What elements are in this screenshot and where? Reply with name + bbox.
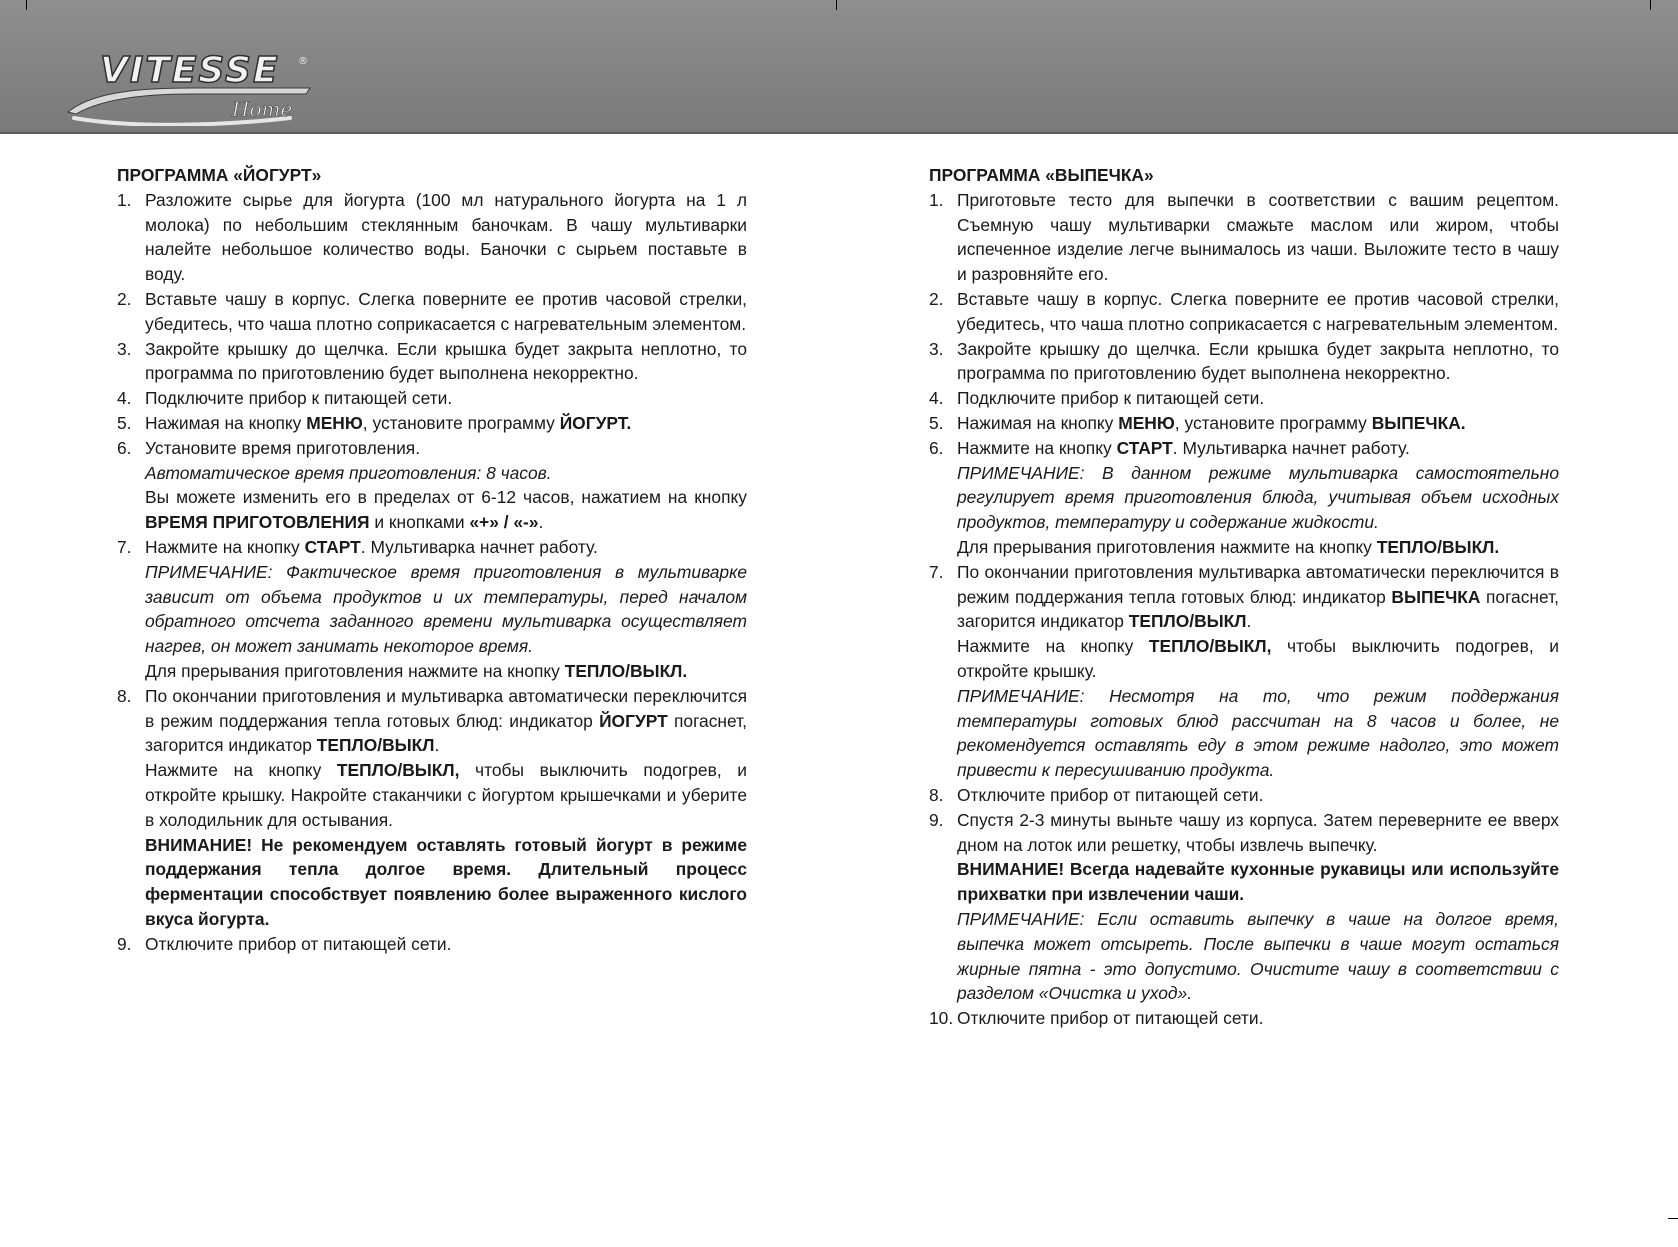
list-item (929, 436, 1559, 560)
button-name: ТЕПЛО/ВЫКЛ, (336, 760, 460, 781)
item-number: 9. (117, 933, 132, 954)
item-text: Вставьте чашу в корпус. Слегка поверните ее против часовой стрелки, убедитесь, что чаша плотно соприкасается с нагревательным элементом. (145, 288, 747, 334)
item-number: 4. (929, 388, 944, 409)
button-name: МЕНЮ (306, 412, 363, 433)
button-name: «+» / «-» (469, 512, 539, 533)
item-text: Отключите прибор от питающей сети. (957, 784, 1264, 805)
item-text: Закройте крышку до щелчка. Если крышка будет закрыта неплотно, то программа по приготовлению будет выполнена некорректно. (957, 338, 1559, 384)
item-text: Для прерывания приготовления нажмите на кнопку (957, 536, 1377, 557)
button-name: ВРЕМЯ ПРИГОТОВЛЕНИЯ (145, 512, 370, 533)
note-text: ПРИМЕЧАНИЕ: Фактическое время приготовления в мультиварке зависит от объема продуктов и их температуры, перед началом обратного отсчета заданного времени мультиварка осуществляет нагрев, он может занимать некоторое время. (145, 561, 747, 657)
list-item (117, 411, 747, 436)
item-text: Разложите сырье для йогурта (100 мл натурального йогурта на 1 л молока) по небольшим стеклянным баночкам. В чашу мультиварки налейте небольшое количество воды. Баночки с сырьем поставьте в воду. (145, 189, 747, 285)
crop-mark (26, 0, 27, 10)
indicator-name: ТЕПЛО/ВЫКЛ (1128, 611, 1247, 632)
item-number: 1. (117, 189, 132, 210)
item-text: Вы можете изменить его в пределах от 6-12 часов, нажатием на кнопку (145, 487, 747, 508)
item-number: 7. (929, 561, 944, 582)
item-text: Нажмите на кнопку (957, 437, 1117, 458)
crop-mark (1668, 1218, 1678, 1219)
note-text: ПРИМЕЧАНИЕ: В данном режиме мультиварка самостоятельно регулирует время приготовления блюда, учитывая объем исходных продуктов, температуру и содержание жидкости. (957, 462, 1559, 533)
item-text: Спустя 2-3 минуты выньте чашу из корпуса. Затем переверните ее вверх дном на лоток или решетку, чтобы извлечь выпечку. (957, 809, 1559, 855)
indicator-name: ЙОГУРТ (599, 710, 668, 731)
button-name: СТАРТ (1116, 437, 1173, 458)
indicator-name: ТЕПЛО/ВЫКЛ (316, 735, 435, 756)
item-text: . Мультиварка начнет работу. (1172, 437, 1410, 458)
item-number: 8. (929, 784, 944, 805)
logo-subtitle: Home (232, 97, 293, 121)
list-item (929, 337, 1559, 387)
item-text: погаснет, загорится индикатор (145, 710, 747, 756)
warning-text: ВНИМАНИЕ! Не рекомендуем оставлять готовый йогурт в режиме поддержания тепла долгое время. Длительный процесс ферментации способствует появлению более выраженного кислого вкуса йогурта. (145, 834, 747, 929)
crop-mark (836, 0, 837, 10)
yogurt-program-section (117, 163, 747, 957)
logo-registered-mark: ® (298, 56, 308, 67)
section-title: ПРОГРАММА «ВЫПЕЧКА» (929, 165, 1154, 185)
program-name: ВЫПЕЧКА. (1371, 412, 1466, 433)
item-text: По окончании приготовления и мультиварка автоматически переключится в режим поддержания тепла готовых блюд: индикатор (145, 685, 747, 731)
item-text: чтобы выключить подогрев, и откройте крышку. (957, 636, 1559, 681)
item-number: 2. (117, 288, 132, 309)
item-text: . (434, 735, 440, 756)
indicator-name: ВЫПЕЧКА (1391, 586, 1481, 607)
item-number: 3. (117, 338, 132, 359)
auto-time-note: Автоматическое время приготовления: 8 часов. (145, 462, 552, 483)
list-item (929, 783, 1559, 808)
list-item (929, 188, 1559, 287)
item-number: 9. (929, 809, 944, 830)
item-number: 1. (929, 189, 944, 210)
list-item (117, 386, 747, 411)
list-item (929, 1006, 1559, 1031)
item-text: Приготовьте тесто для выпечки в соответствии с вашим рецептом. Съемную чашу мультиварки смажьте маслом или жиром, чтобы испеченное изделие легче вынималось из чаши. Выложите тесто в чашу и разровняйте его. (957, 189, 1559, 285)
item-text: Для прерывания приготовления нажмите на кнопку (145, 660, 565, 681)
item-number: 6. (929, 437, 944, 458)
list-item (117, 287, 747, 337)
item-text: Отключите прибор от питающей сети. (145, 933, 452, 954)
item-text: Закройте крышку до щелчка. Если крышка будет закрыта неплотно, то программа по приготовлению будет выполнена некорректно. (145, 338, 747, 384)
button-name: МЕНЮ (1118, 412, 1175, 433)
item-number: 2. (929, 288, 944, 309)
list-item (117, 932, 747, 957)
baking-program-section (929, 163, 1559, 1031)
list-item (117, 337, 747, 387)
item-number: 5. (117, 412, 132, 433)
item-number: 5. (929, 412, 944, 433)
item-number: 6. (117, 437, 132, 458)
item-text: Отключите прибор от питающей сети. (957, 1008, 1264, 1029)
item-text: , установите программу (362, 412, 560, 433)
vitesse-logo (60, 48, 320, 126)
item-text: Вставьте чашу в корпус. Слегка поверните ее против часовой стрелки, убедитесь, что чаша плотно соприкасается с нагревательным элементом. (957, 288, 1559, 334)
note-text: ПРИМЕЧАНИЕ: Несмотря на то, что режим поддержания температуры готовых блюд рассчитан на 8 часов и более, не рекомендуется оставлять еду в этом режиме надолго, это может привести к пересушиванию продукта. (957, 685, 1559, 781)
instruction-list (117, 188, 747, 957)
item-text: Нажмите на кнопку (145, 536, 305, 557)
button-name: СТАРТ (304, 536, 361, 557)
warning-text: ВНИМАНИЕ! Всегда надевайте кухонные рукавицы или используйте прихватки при извлечении чаши. (957, 859, 1559, 905)
list-item (929, 808, 1559, 1006)
item-number: 8. (117, 685, 132, 706)
item-text: погаснет, загорится индикатор (957, 586, 1559, 632)
item-text: Нажмите на кнопку (145, 760, 337, 781)
list-item (929, 560, 1559, 783)
item-text: , установите программу (1174, 412, 1372, 433)
item-number: 3. (929, 338, 944, 359)
logo-wordmark: VITESSE (100, 50, 280, 91)
program-name: ЙОГУРТ. (559, 412, 632, 433)
list-item (117, 436, 747, 535)
button-name: ТЕПЛО/ВЫКЛ. (564, 660, 688, 681)
list-item (117, 684, 747, 932)
button-name: ТЕПЛО/ВЫКЛ, (1148, 636, 1272, 657)
item-number: 10. (929, 1008, 954, 1029)
button-name: ТЕПЛО/ВЫКЛ. (1376, 536, 1500, 557)
item-text: Подключите прибор к питающей сети. (145, 388, 453, 409)
item-text: . (538, 512, 544, 533)
item-text: Установите время приготовления. (145, 437, 421, 458)
item-number: 4. (117, 388, 132, 409)
list-item (929, 287, 1559, 337)
instruction-list (929, 188, 1559, 1031)
item-text: Подключите прибор к питающей сети. (957, 388, 1265, 409)
list-item (929, 386, 1559, 411)
list-item (929, 411, 1559, 436)
item-text: и кнопками (369, 512, 470, 533)
item-text: Нажимая на кнопку (145, 412, 307, 433)
item-text: . (1246, 611, 1252, 632)
list-item (117, 535, 747, 684)
item-text: Нажимая на кнопку (957, 412, 1119, 433)
crop-mark (1650, 0, 1651, 10)
list-item (117, 188, 747, 287)
item-text: Нажмите на кнопку (957, 636, 1149, 657)
note-text: ПРИМЕЧАНИЕ: Если оставить выпечку в чаше на долгое время, выпечка может отсыреть. После выпечки в чаше могут остаться жирные пятна - это допустимо. Очистите чашу в соответствии с разделом «Очистка и уход». (957, 908, 1559, 1004)
item-number: 7. (117, 536, 132, 557)
item-text: . Мультиварка начнет работу. (360, 536, 598, 557)
item-text: По окончании приготовления мультиварка автоматически переключится в режим поддержания тепла готовых блюд: индикатор (957, 561, 1559, 607)
page-header-band (0, 0, 1678, 134)
section-title: ПРОГРАММА «ЙОГУРТ» (117, 165, 322, 185)
item-text: чтобы выключить подогрев, и откройте крышку. Накройте стаканчики с йогуртом крышечками и уберите в холодильник для остывания. (145, 760, 747, 830)
